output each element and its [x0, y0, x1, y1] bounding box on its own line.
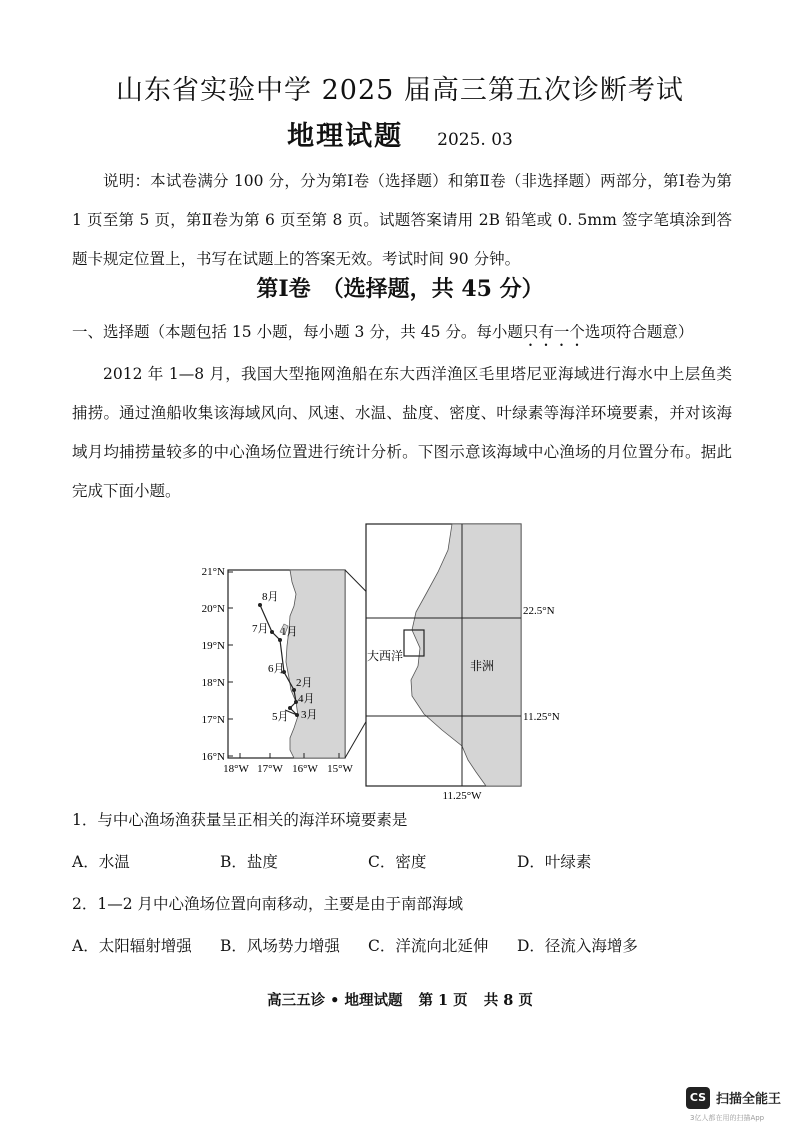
- inset-lat-label: 17°N: [201, 714, 225, 726]
- month-label: 7月: [252, 623, 269, 635]
- part-heading: [72, 320, 693, 350]
- inset-lat-label: 21°N: [201, 566, 225, 578]
- overview-lon: 11.25°W: [442, 790, 482, 802]
- scanner-logo-icon: CS: [686, 1087, 710, 1109]
- month-label: 2月: [296, 677, 313, 689]
- inset-lon-label: 18°W: [223, 763, 249, 775]
- subject-title: 地理试题: [287, 121, 404, 152]
- footer-total: 共 8 页: [483, 992, 533, 1009]
- option-a[interactable]: A．水温: [72, 853, 130, 871]
- month-label: 5月: [272, 711, 289, 723]
- footer-page: 第 1 页: [418, 992, 468, 1009]
- question-1-options: [72, 850, 732, 874]
- exam-title: 山东省实验中学 2025 届高三第五次诊断考试: [116, 75, 684, 106]
- page-footer: [0, 989, 800, 1010]
- inset-lat-label: 20°N: [201, 603, 225, 615]
- scanner-app-name: 扫描全能王: [716, 1092, 782, 1107]
- continent-label: 非洲: [470, 659, 495, 673]
- section-title: 第Ⅰ卷 （选择题，共 45 分）: [256, 276, 544, 302]
- question-2: 2．1—2 月中心渔场位置向南移动，主要是由于南部海域: [72, 895, 464, 913]
- exam-date: 2025. 03: [437, 130, 513, 150]
- option-d[interactable]: D．径流入海增多: [517, 937, 638, 955]
- overview-lat-bottom: 11.25°N: [523, 711, 560, 723]
- part-heading-emphasis: 只有一个: [522, 323, 585, 341]
- track-point: [288, 706, 292, 710]
- inset-lat-label: 16°N: [201, 751, 225, 763]
- month-label: 8月: [262, 591, 279, 603]
- overview-lat-top: 22.5°N: [523, 605, 555, 617]
- fishing-ground-map: [190, 520, 560, 805]
- option-a[interactable]: A．太阳辐射增强: [72, 937, 192, 955]
- month-label: 4月: [298, 693, 315, 705]
- month-label: 1月: [281, 626, 298, 638]
- option-b[interactable]: B．盐度: [220, 853, 278, 871]
- option-c[interactable]: C．洋流向北延伸: [368, 937, 489, 955]
- part-heading-post: 选项符合题意）: [584, 323, 694, 341]
- inset-lon-label: 15°W: [327, 763, 353, 775]
- option-d[interactable]: D．叶绿素: [517, 853, 592, 871]
- option-b[interactable]: B．风场势力增强: [220, 937, 340, 955]
- footer-exam-name: 高三五诊 • 地理试题: [267, 992, 403, 1009]
- inset-lat-label: 19°N: [201, 640, 225, 652]
- scanner-tagline: 3亿人都在用的扫描App: [690, 1114, 765, 1122]
- question-2-options: [72, 934, 732, 958]
- overview-map: [366, 524, 560, 802]
- question-1: 1．与中心渔场渔获量呈正相关的海洋环境要素是: [72, 811, 408, 829]
- instructions: 说明：本试卷满分 100 分，分为第Ⅰ卷（选择题）和第Ⅱ卷（非选择题）两部分，第Ⅰ卷为第 1 页至第 5 页，第Ⅱ卷为第 6 页至第 8 页。试题答案请用 2B 铅笔或 0. 5mm 签字笔填涂到答题卡规定位置上，书写在试题上的答案无效。考试时间 90 分钟。: [72, 172, 732, 268]
- month-label: 6月: [268, 663, 285, 675]
- ocean-label: 大西洋: [367, 649, 404, 663]
- scanner-watermark: [686, 1084, 796, 1128]
- passage: 2012 年 1—8 月，我国大型拖网渔船在东大西洋渔区毛里塔尼亚海域进行海水中上层鱼类捕捞。通过渔船收集该海域风向、风速、水温、盐度、密度、叶绿素等海洋环境要素，并对该海域月均捕捞量较多的中心渔场位置进行统计分析。下图示意该海域中心渔场的月位置分布。据此完成下面小题。: [72, 365, 732, 500]
- track-point: [278, 638, 282, 642]
- option-c[interactable]: C．密度: [368, 853, 427, 871]
- inset-lon-label: 17°W: [257, 763, 283, 775]
- track-point: [270, 630, 274, 634]
- inset-lat-label: 18°N: [201, 677, 225, 689]
- part-heading-pre: 一、选择题（本题包括 15 小题，每小题 3 分，共 45 分。每小题: [72, 323, 523, 341]
- month-label: 3月: [301, 709, 318, 721]
- track-point: [258, 603, 262, 607]
- inset-map: [202, 566, 354, 775]
- track-point: [295, 713, 299, 717]
- subject-heading: [0, 114, 800, 153]
- inset-lon-label: 16°W: [292, 763, 318, 775]
